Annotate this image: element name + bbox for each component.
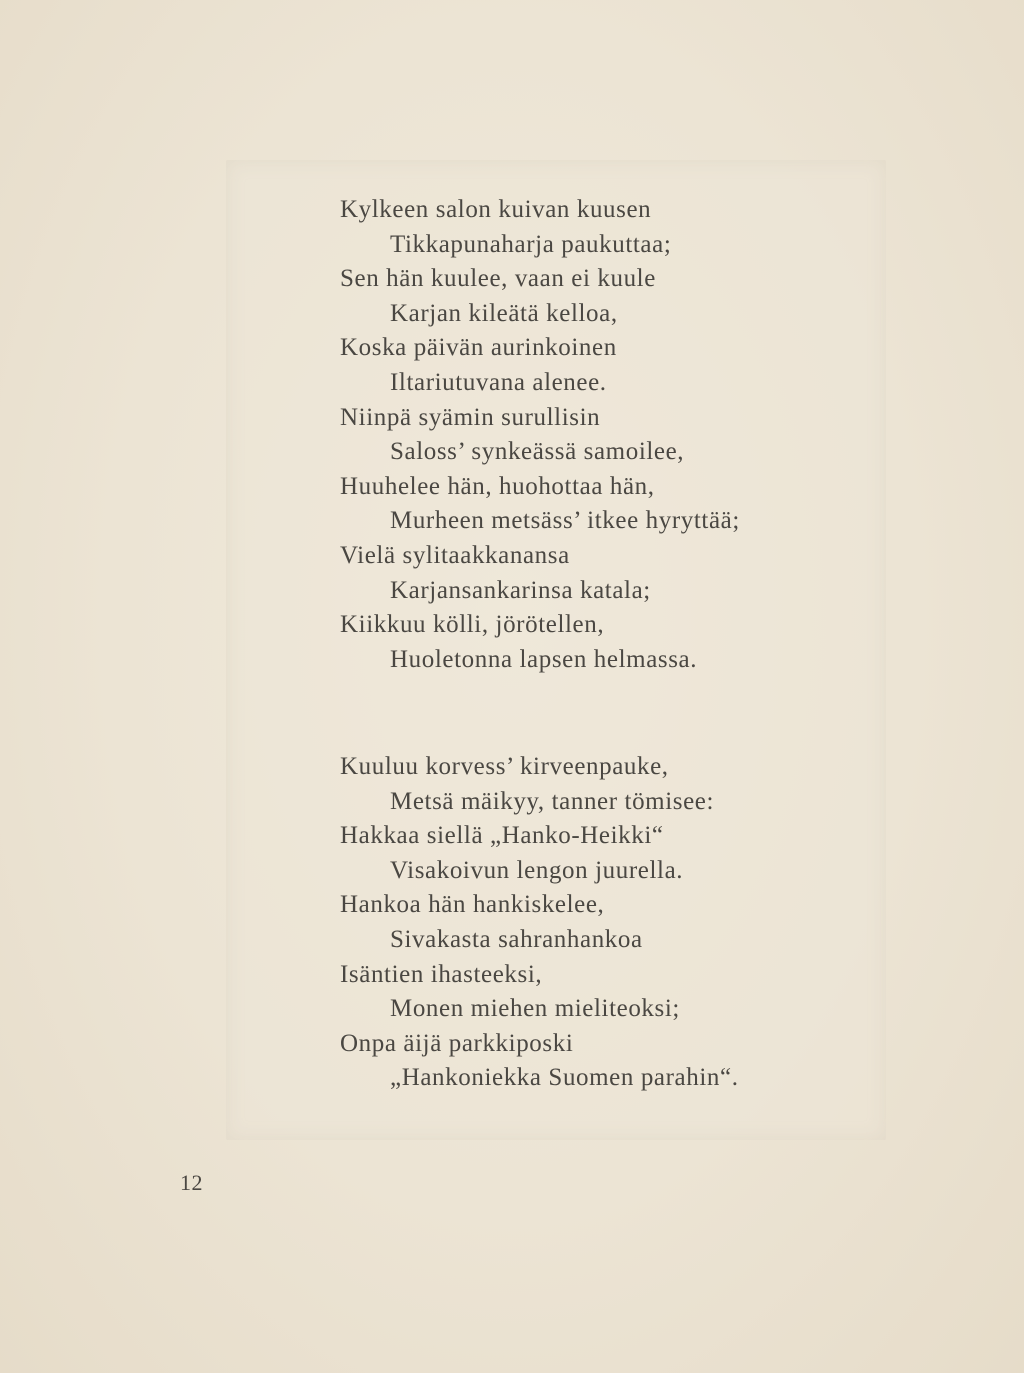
verse-line: Murheen metsäss’ itkee hyryttää; [390,507,740,535]
poem-stanza-1 [340,193,740,677]
page-number: 12 [180,1170,203,1195]
verse-line: Sivakasta sahranhankoa [390,925,643,953]
verse-line: Karjansankarinsa katala; [390,576,651,604]
verse-line: Vielä sylitaakkanansa [340,541,570,569]
verse-line: „Hankoniekka Suomen parahin“. [390,1064,739,1092]
verse-line: Visakoivun lengon juurella. [390,856,684,884]
verse-line: Onpa äijä parkkiposki [340,1029,574,1057]
poem-stanza-2 [340,750,739,1096]
verse-line: Monen miehen mieliteoksi; [390,995,680,1023]
verse-line: Kiikkuu kölli, jörötellen, [340,611,605,639]
verse-line: Isäntien ihasteeksi, [340,960,543,988]
verse-line: Sen hän kuulee, vaan ei kuule [340,265,656,293]
verse-line: Huuhelee hän, huohottaa hän, [340,472,655,500]
verse-line: Iltariutuvana alenee. [390,368,607,396]
verse-line: Hankoa hän hankiskelee, [340,891,605,919]
verse-line: Metsä mäikyy, tanner tömisee: [390,787,715,815]
verse-line: Koska päivän aurinkoinen [340,334,617,362]
verse-line: Hakkaa siellä „Hanko-Heikki“ [340,822,664,850]
verse-line: Kylkeen salon kuivan kuusen [340,196,652,223]
verse-line: Karjan kileätä kelloa, [390,299,618,327]
verse-line: Huoletonna lapsen helmassa. [390,645,698,673]
verse-line: Kuuluu korvess’ kirveenpauke, [340,753,669,780]
verse-line: Niinpä syämin surullisin [340,403,601,431]
verse-line: Tikkapunaharja paukuttaa; [390,230,672,258]
verse-line: Saloss’ synkeässä samoilee, [390,438,685,466]
